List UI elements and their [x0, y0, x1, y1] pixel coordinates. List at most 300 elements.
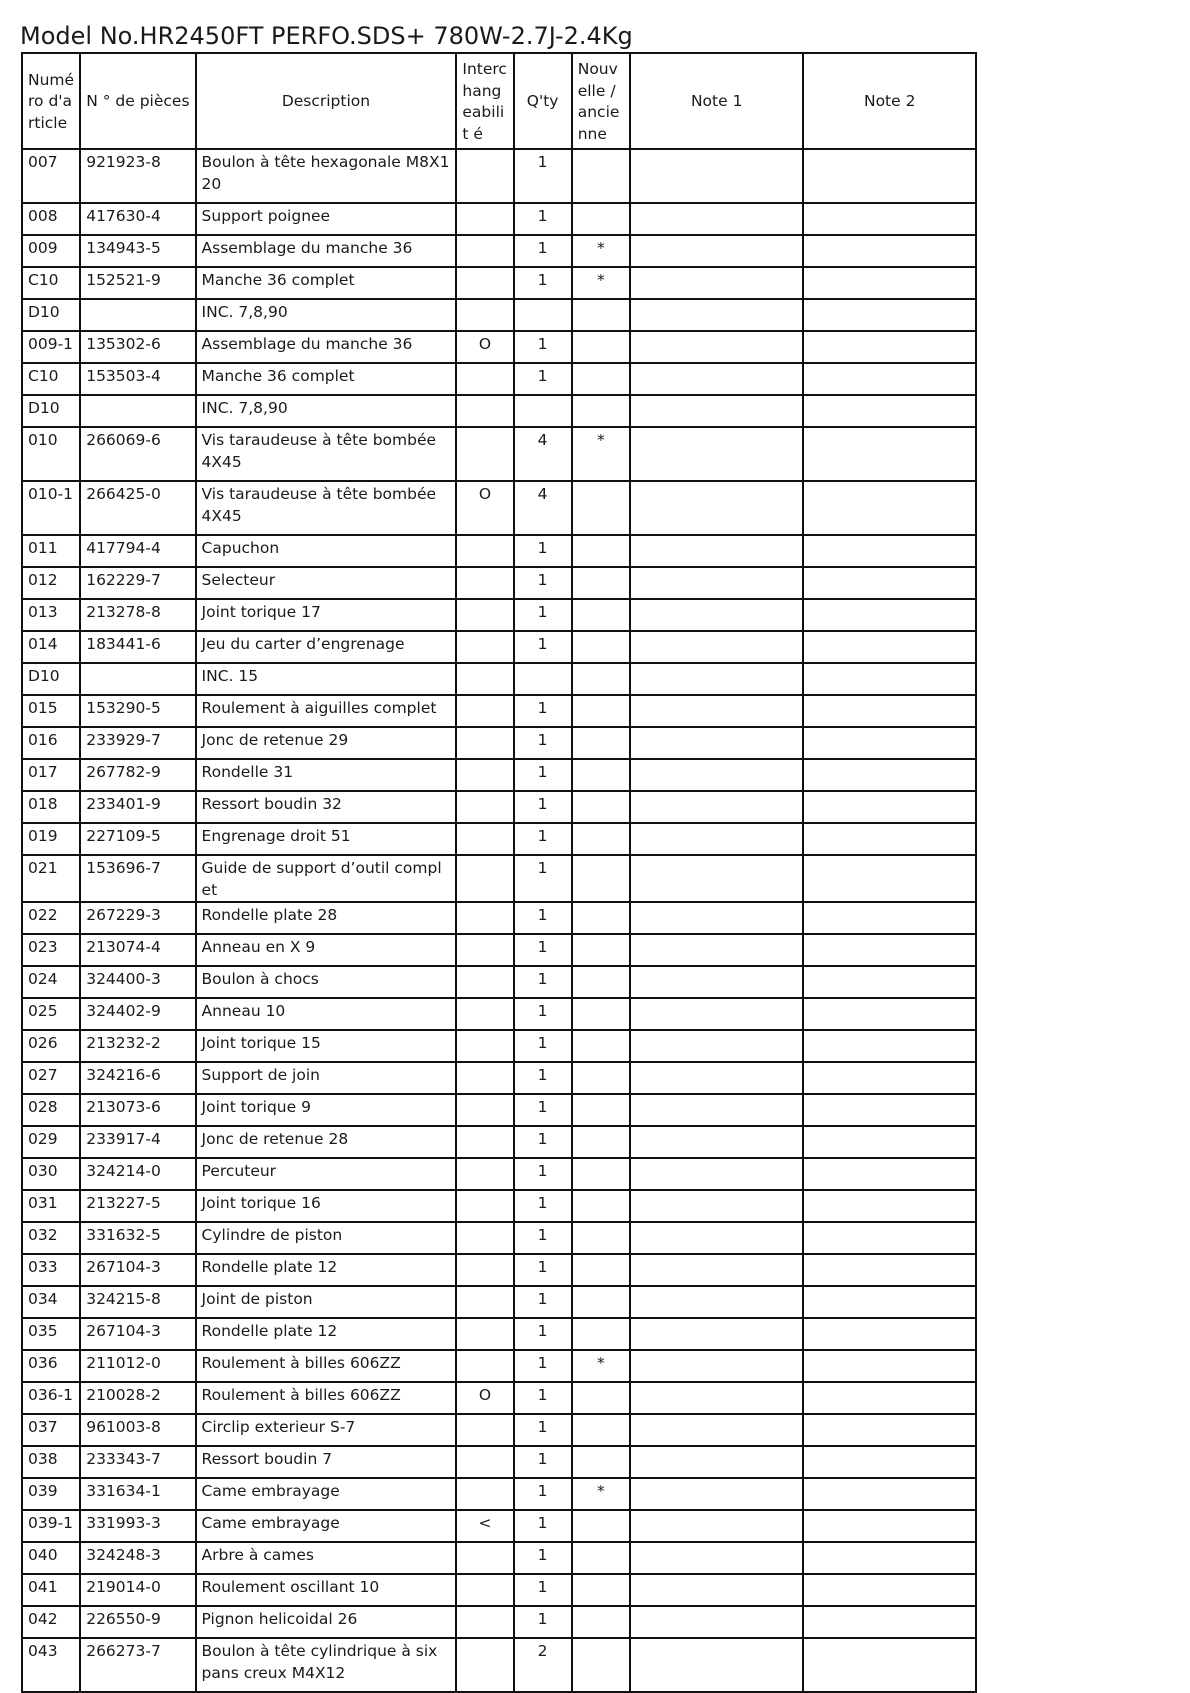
cell-interchangeability	[456, 1094, 513, 1126]
cell-part-no: 153290-5	[80, 695, 195, 727]
cell-new-old	[572, 1510, 630, 1542]
cell-item-no: 024	[22, 966, 80, 998]
cell-part-no: 134943-5	[80, 235, 195, 267]
cell-description: INC. 15	[196, 663, 457, 695]
cell-interchangeability	[456, 1126, 513, 1158]
cell-part-no: 266425-0	[80, 481, 195, 535]
cell-new-old	[572, 1446, 630, 1478]
cell-part-no: 211012-0	[80, 1350, 195, 1382]
cell-item-no: 032	[22, 1222, 80, 1254]
cell-part-no: 267104-3	[80, 1318, 195, 1350]
cell-note2	[803, 902, 976, 934]
table-row	[22, 1062, 976, 1094]
cell-note1	[630, 331, 804, 363]
table-row	[22, 1286, 976, 1318]
cell-description: Jeu du carter d’engrenage	[196, 631, 457, 663]
cell-note2	[803, 1382, 976, 1414]
cell-part-no: 233343-7	[80, 1446, 195, 1478]
cell-qty: 4	[514, 481, 572, 535]
cell-new-old	[572, 363, 630, 395]
cell-new-old: *	[572, 235, 630, 267]
cell-note1	[630, 395, 804, 427]
cell-new-old	[572, 203, 630, 235]
cell-item-no: D10	[22, 663, 80, 695]
cell-part-no: 210028-2	[80, 1382, 195, 1414]
cell-description: Boulon à tête cylindrique à six pans creux M4X12	[196, 1638, 457, 1692]
table-row	[22, 1318, 976, 1350]
cell-interchangeability	[456, 1158, 513, 1190]
cell-part-no: 153503-4	[80, 363, 195, 395]
cell-part-no: 266273-7	[80, 1638, 195, 1692]
table-row	[22, 299, 976, 331]
cell-qty: 1	[514, 759, 572, 791]
cell-interchangeability: O	[456, 481, 513, 535]
cell-note1	[630, 1062, 804, 1094]
cell-item-no: 022	[22, 902, 80, 934]
cell-description: Assemblage du manche 36	[196, 331, 457, 363]
cell-description: Boulon à chocs	[196, 966, 457, 998]
cell-new-old	[572, 1574, 630, 1606]
cell-qty: 1	[514, 966, 572, 998]
cell-item-no: 011	[22, 535, 80, 567]
cell-note2	[803, 663, 976, 695]
cell-note2	[803, 1606, 976, 1638]
table-row	[22, 1638, 976, 1692]
table-row	[22, 1222, 976, 1254]
cell-new-old	[572, 481, 630, 535]
cell-note2	[803, 1446, 976, 1478]
cell-part-no: 183441-6	[80, 631, 195, 663]
cell-part-no: 213227-5	[80, 1190, 195, 1222]
cell-note1	[630, 299, 804, 331]
table-row	[22, 695, 976, 727]
cell-new-old: *	[572, 267, 630, 299]
table-row	[22, 149, 976, 203]
cell-interchangeability	[456, 966, 513, 998]
cell-qty: 1	[514, 567, 572, 599]
cell-description: Selecteur	[196, 567, 457, 599]
cell-part-no: 233917-4	[80, 1126, 195, 1158]
cell-note1	[630, 203, 804, 235]
cell-item-no: 023	[22, 934, 80, 966]
cell-interchangeability	[456, 1222, 513, 1254]
cell-part-no: 213074-4	[80, 934, 195, 966]
cell-item-no: 042	[22, 1606, 80, 1638]
cell-note1	[630, 1190, 804, 1222]
cell-part-no: 324214-0	[80, 1158, 195, 1190]
cell-part-no: 213278-8	[80, 599, 195, 631]
table-row	[22, 267, 976, 299]
cell-item-no: D10	[22, 395, 80, 427]
cell-note1	[630, 727, 804, 759]
cell-description: Assemblage du manche 36	[196, 235, 457, 267]
table-row	[22, 363, 976, 395]
cell-interchangeability	[456, 1350, 513, 1382]
cell-part-no: 331634-1	[80, 1478, 195, 1510]
cell-qty: 1	[514, 823, 572, 855]
cell-interchangeability	[456, 267, 513, 299]
cell-item-no: 040	[22, 1542, 80, 1574]
cell-description: Cylindre de piston	[196, 1222, 457, 1254]
cell-note1	[630, 599, 804, 631]
cell-description: Manche 36 complet	[196, 267, 457, 299]
cell-note2	[803, 727, 976, 759]
cell-note1	[630, 567, 804, 599]
header-note2: Note 2	[803, 53, 976, 149]
cell-new-old	[572, 331, 630, 363]
cell-description: Roulement à billes 606ZZ	[196, 1350, 457, 1382]
cell-item-no: 043	[22, 1638, 80, 1692]
cell-note2	[803, 1030, 976, 1062]
cell-qty: 1	[514, 1222, 572, 1254]
cell-note2	[803, 631, 976, 663]
cell-new-old	[572, 631, 630, 663]
table-row	[22, 1510, 976, 1542]
cell-interchangeability	[456, 1606, 513, 1638]
cell-note2	[803, 695, 976, 727]
cell-note2	[803, 363, 976, 395]
cell-part-no: 324402-9	[80, 998, 195, 1030]
cell-description: Manche 36 complet	[196, 363, 457, 395]
cell-interchangeability	[456, 934, 513, 966]
cell-note1	[630, 1094, 804, 1126]
cell-note1	[630, 1222, 804, 1254]
header-item-no: Numé ro d'a rticle	[22, 53, 80, 149]
cell-description: Joint de piston	[196, 1286, 457, 1318]
cell-new-old	[572, 299, 630, 331]
cell-note2	[803, 1158, 976, 1190]
table-row	[22, 791, 976, 823]
table-row	[22, 902, 976, 934]
cell-part-no: 233929-7	[80, 727, 195, 759]
cell-part-no: 213232-2	[80, 1030, 195, 1062]
cell-interchangeability	[456, 1190, 513, 1222]
header-interchangeability: Interc hang eabilit é	[456, 53, 513, 149]
cell-note1	[630, 1126, 804, 1158]
cell-new-old	[572, 1094, 630, 1126]
table-row	[22, 727, 976, 759]
cell-new-old	[572, 998, 630, 1030]
cell-note2	[803, 267, 976, 299]
table-row	[22, 934, 976, 966]
cell-new-old	[572, 966, 630, 998]
cell-description: Joint torique 16	[196, 1190, 457, 1222]
cell-qty: 1	[514, 1190, 572, 1222]
cell-interchangeability	[456, 427, 513, 481]
cell-qty: 1	[514, 267, 572, 299]
cell-qty: 1	[514, 331, 572, 363]
cell-qty: 1	[514, 1446, 572, 1478]
cell-new-old	[572, 1286, 630, 1318]
cell-note2	[803, 1478, 976, 1510]
table-row	[22, 235, 976, 267]
cell-note1	[630, 998, 804, 1030]
cell-note1	[630, 934, 804, 966]
cell-new-old	[572, 902, 630, 934]
cell-interchangeability	[456, 1638, 513, 1692]
table-row	[22, 427, 976, 481]
cell-interchangeability	[456, 902, 513, 934]
cell-interchangeability	[456, 759, 513, 791]
cell-note1	[630, 695, 804, 727]
cell-new-old	[572, 663, 630, 695]
cell-item-no: 009-1	[22, 331, 80, 363]
cell-description: Jonc de retenue 28	[196, 1126, 457, 1158]
cell-part-no	[80, 299, 195, 331]
cell-part-no: 267782-9	[80, 759, 195, 791]
cell-note2	[803, 1350, 976, 1382]
cell-item-no: 034	[22, 1286, 80, 1318]
cell-new-old	[572, 759, 630, 791]
cell-note2	[803, 481, 976, 535]
cell-note1	[630, 1542, 804, 1574]
cell-note1	[630, 1414, 804, 1446]
cell-item-no: 026	[22, 1030, 80, 1062]
cell-description: Ressort boudin 7	[196, 1446, 457, 1478]
cell-note1	[630, 855, 804, 902]
cell-item-no: 029	[22, 1126, 80, 1158]
cell-item-no: 038	[22, 1446, 80, 1478]
cell-item-no: 009	[22, 235, 80, 267]
cell-qty: 1	[514, 1606, 572, 1638]
cell-interchangeability	[456, 1030, 513, 1062]
cell-description: Percuteur	[196, 1158, 457, 1190]
table-row	[22, 855, 976, 902]
cell-note1	[630, 149, 804, 203]
cell-description: Guide de support d’outil complet	[196, 855, 457, 902]
cell-qty: 1	[514, 1158, 572, 1190]
cell-note2	[803, 1094, 976, 1126]
cell-part-no: 267229-3	[80, 902, 195, 934]
cell-qty: 1	[514, 535, 572, 567]
table-row	[22, 1350, 976, 1382]
cell-description: Joint torique 15	[196, 1030, 457, 1062]
table-row	[22, 599, 976, 631]
cell-qty: 1	[514, 1350, 572, 1382]
cell-interchangeability	[456, 1062, 513, 1094]
table-row	[22, 1382, 976, 1414]
cell-new-old: *	[572, 1478, 630, 1510]
cell-description: Rondelle plate 12	[196, 1254, 457, 1286]
table-row	[22, 631, 976, 663]
cell-note1	[630, 1478, 804, 1510]
cell-item-no: 015	[22, 695, 80, 727]
cell-part-no: 921923-8	[80, 149, 195, 203]
cell-new-old	[572, 1542, 630, 1574]
cell-interchangeability	[456, 599, 513, 631]
cell-item-no: 019	[22, 823, 80, 855]
table-row	[22, 663, 976, 695]
cell-item-no: 025	[22, 998, 80, 1030]
cell-interchangeability	[456, 1446, 513, 1478]
cell-item-no: 039-1	[22, 1510, 80, 1542]
table-row	[22, 1190, 976, 1222]
cell-qty: 1	[514, 203, 572, 235]
cell-qty	[514, 299, 572, 331]
cell-description: Support de join	[196, 1062, 457, 1094]
cell-note2	[803, 1574, 976, 1606]
header-note1: Note 1	[630, 53, 804, 149]
cell-note1	[630, 663, 804, 695]
cell-item-no: 013	[22, 599, 80, 631]
cell-note1	[630, 631, 804, 663]
cell-qty: 1	[514, 902, 572, 934]
cell-new-old	[572, 1190, 630, 1222]
cell-interchangeability	[456, 363, 513, 395]
cell-note2	[803, 1318, 976, 1350]
table-row	[22, 535, 976, 567]
cell-description: Ressort boudin 32	[196, 791, 457, 823]
cell-note2	[803, 998, 976, 1030]
cell-new-old	[572, 1030, 630, 1062]
cell-note2	[803, 1062, 976, 1094]
cell-description: Came embrayage	[196, 1510, 457, 1542]
cell-description: Anneau en X 9	[196, 934, 457, 966]
cell-new-old	[572, 567, 630, 599]
cell-qty: 1	[514, 1382, 572, 1414]
table-row	[22, 759, 976, 791]
cell-note1	[630, 1382, 804, 1414]
cell-item-no: C10	[22, 267, 80, 299]
cell-description: Jonc de retenue 29	[196, 727, 457, 759]
table-row	[22, 395, 976, 427]
cell-item-no: 014	[22, 631, 80, 663]
cell-part-no: 417630-4	[80, 203, 195, 235]
cell-interchangeability: O	[456, 331, 513, 363]
cell-item-no: 028	[22, 1094, 80, 1126]
cell-description: Vis taraudeuse à tête bombée 4X45	[196, 427, 457, 481]
cell-qty: 1	[514, 727, 572, 759]
cell-description: Support poignee	[196, 203, 457, 235]
cell-interchangeability	[456, 823, 513, 855]
cell-note2	[803, 427, 976, 481]
cell-note2	[803, 1542, 976, 1574]
cell-item-no: 041	[22, 1574, 80, 1606]
parts-table	[21, 52, 977, 1693]
cell-new-old	[572, 727, 630, 759]
cell-qty: 1	[514, 1286, 572, 1318]
cell-part-no: 267104-3	[80, 1254, 195, 1286]
cell-description: Engrenage droit 51	[196, 823, 457, 855]
cell-description: Capuchon	[196, 535, 457, 567]
cell-part-no: 324216-6	[80, 1062, 195, 1094]
cell-item-no: 027	[22, 1062, 80, 1094]
cell-description: Vis taraudeuse à tête bombée 4X45	[196, 481, 457, 535]
cell-item-no: C10	[22, 363, 80, 395]
cell-new-old	[572, 1158, 630, 1190]
cell-part-no: 135302-6	[80, 331, 195, 363]
cell-note2	[803, 203, 976, 235]
cell-note1	[630, 363, 804, 395]
header-new-old: Nouv elle / ancie nne	[572, 53, 630, 149]
cell-note2	[803, 599, 976, 631]
cell-note1	[630, 1574, 804, 1606]
cell-description: Anneau 10	[196, 998, 457, 1030]
cell-note1	[630, 1286, 804, 1318]
cell-new-old	[572, 1222, 630, 1254]
cell-item-no: D10	[22, 299, 80, 331]
cell-qty: 1	[514, 1126, 572, 1158]
cell-note2	[803, 1254, 976, 1286]
cell-note1	[630, 535, 804, 567]
cell-interchangeability	[456, 149, 513, 203]
cell-qty: 2	[514, 1638, 572, 1692]
cell-part-no: 227109-5	[80, 823, 195, 855]
cell-qty: 1	[514, 1318, 572, 1350]
cell-qty: 1	[514, 1254, 572, 1286]
cell-interchangeability	[456, 855, 513, 902]
cell-part-no: 266069-6	[80, 427, 195, 481]
cell-part-no	[80, 663, 195, 695]
cell-note2	[803, 535, 976, 567]
cell-note1	[630, 902, 804, 934]
cell-qty: 1	[514, 235, 572, 267]
cell-note1	[630, 823, 804, 855]
cell-note2	[803, 1222, 976, 1254]
cell-interchangeability: <	[456, 1510, 513, 1542]
cell-description: Came embrayage	[196, 1478, 457, 1510]
cell-new-old	[572, 599, 630, 631]
table-row	[22, 203, 976, 235]
cell-qty: 1	[514, 855, 572, 902]
cell-note2	[803, 331, 976, 363]
cell-new-old	[572, 1062, 630, 1094]
cell-description: Pignon helicoidal 26	[196, 1606, 457, 1638]
cell-qty: 1	[514, 1574, 572, 1606]
table-row	[22, 1478, 976, 1510]
header-description: Description	[196, 53, 457, 149]
cell-qty: 1	[514, 363, 572, 395]
cell-interchangeability	[456, 631, 513, 663]
cell-qty: 1	[514, 1030, 572, 1062]
cell-description: INC. 7,8,90	[196, 299, 457, 331]
cell-note1	[630, 1030, 804, 1062]
cell-new-old: *	[572, 1350, 630, 1382]
cell-interchangeability	[456, 1414, 513, 1446]
cell-note1	[630, 1158, 804, 1190]
cell-qty: 1	[514, 1542, 572, 1574]
cell-description: Circlip exterieur S-7	[196, 1414, 457, 1446]
cell-note2	[803, 1286, 976, 1318]
table-row	[22, 1254, 976, 1286]
cell-part-no: 324215-8	[80, 1286, 195, 1318]
cell-qty	[514, 395, 572, 427]
cell-item-no: 007	[22, 149, 80, 203]
cell-interchangeability	[456, 235, 513, 267]
cell-item-no: 010-1	[22, 481, 80, 535]
cell-part-no	[80, 395, 195, 427]
cell-part-no: 331993-3	[80, 1510, 195, 1542]
table-row	[22, 331, 976, 363]
cell-part-no: 162229-7	[80, 567, 195, 599]
cell-part-no: 331632-5	[80, 1222, 195, 1254]
cell-note2	[803, 1638, 976, 1692]
cell-interchangeability	[456, 663, 513, 695]
cell-note2	[803, 1190, 976, 1222]
table-row	[22, 1542, 976, 1574]
page-title: Model No.HR2450FT PERFO.SDS+ 780W-2.7J-2.4Kg	[20, 22, 633, 50]
cell-part-no: 153696-7	[80, 855, 195, 902]
cell-item-no: 036-1	[22, 1382, 80, 1414]
cell-new-old	[572, 1254, 630, 1286]
cell-qty	[514, 663, 572, 695]
cell-description: Joint torique 17	[196, 599, 457, 631]
cell-qty: 1	[514, 1414, 572, 1446]
cell-note1	[630, 1638, 804, 1692]
cell-note2	[803, 1510, 976, 1542]
cell-qty: 1	[514, 998, 572, 1030]
cell-part-no: 219014-0	[80, 1574, 195, 1606]
